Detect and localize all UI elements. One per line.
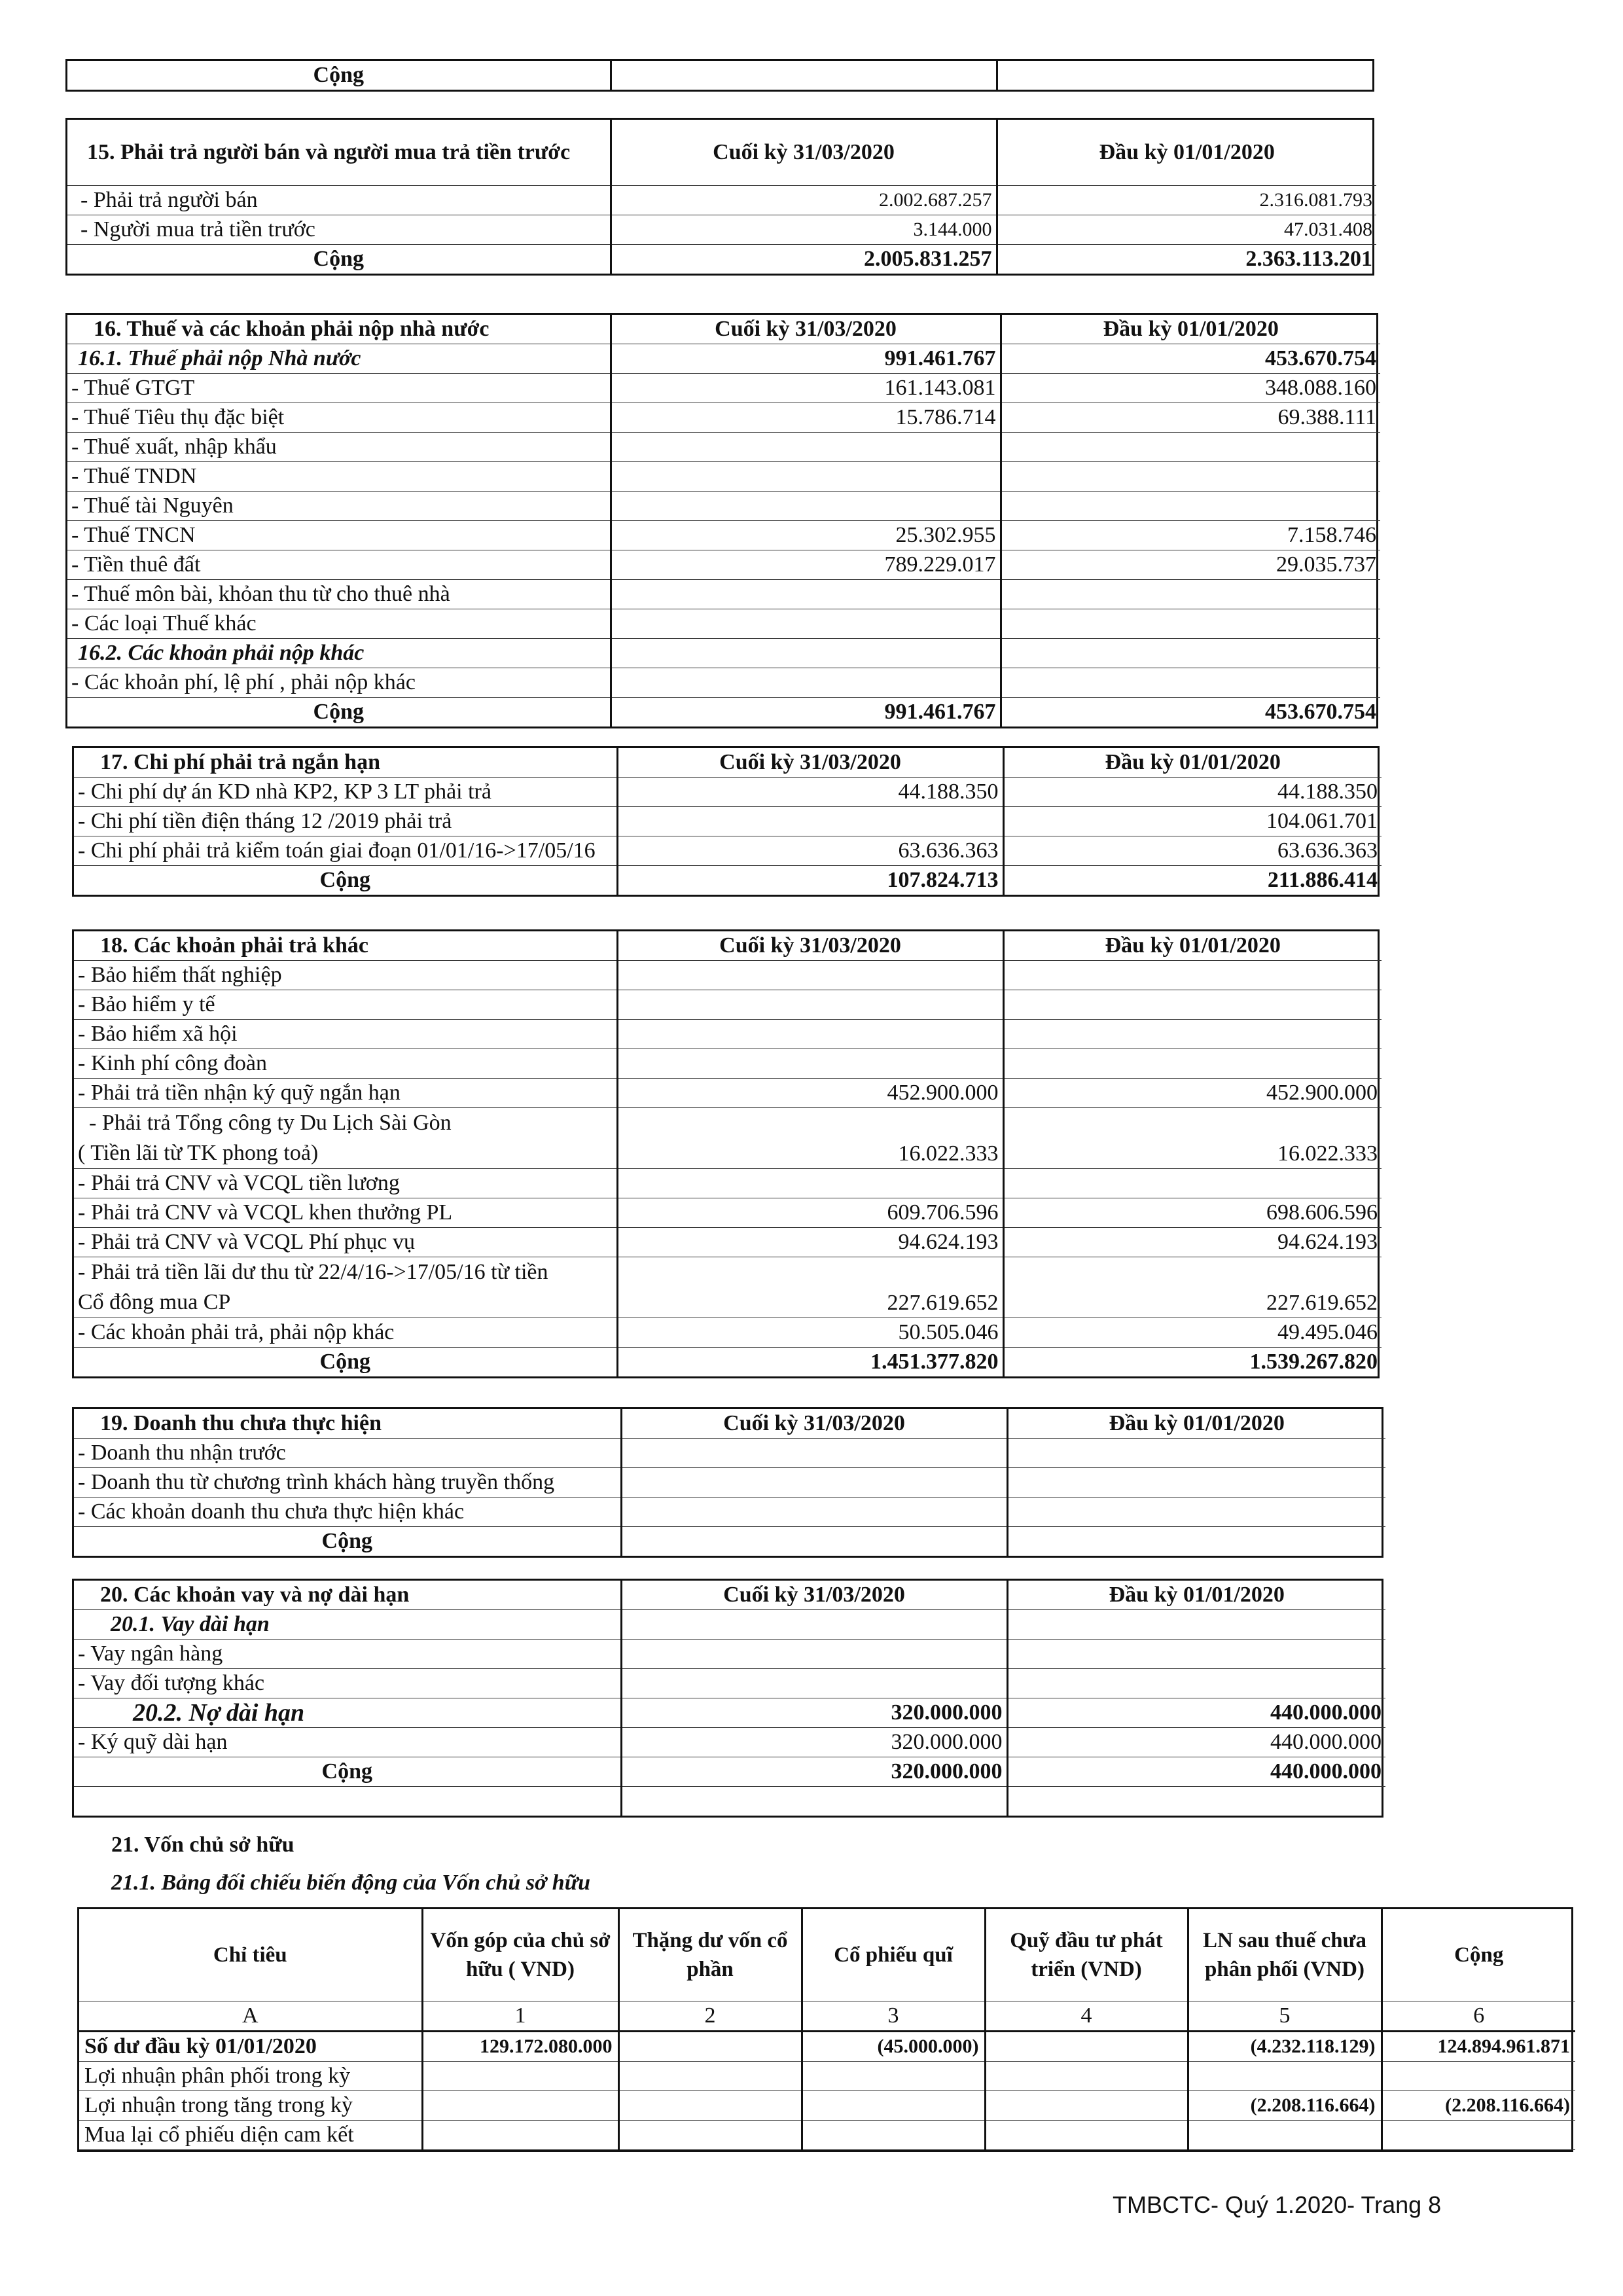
row-label: - Phải trả người bán: [67, 186, 611, 215]
row-value: [621, 1669, 1007, 1698]
total-label: Cộng: [319, 1350, 370, 1374]
table-20: [72, 1579, 1383, 1818]
row-label: - Chi phí phải trả kiểm toán giai đoạn 01/01/16->17/05/16: [74, 836, 617, 866]
row-value: [611, 580, 1001, 609]
row-value: 7.158.746: [1001, 521, 1380, 550]
row-value: 609.706.596: [617, 1198, 1003, 1228]
row-value: [1003, 1169, 1382, 1198]
row-value: 227.619.652: [1003, 1257, 1382, 1318]
col-header-end: Cuối kỳ 31/03/2020: [621, 1581, 1007, 1610]
row-value: [985, 2032, 1188, 2062]
col-header-end: Cuối kỳ 31/03/2020: [621, 1409, 1007, 1439]
row-label: - Phải trả CNV và VCQL khen thưởng PL: [74, 1198, 617, 1228]
row-value: 69.388.111: [1001, 403, 1380, 433]
row-value: [617, 1169, 1003, 1198]
row-label: - Bảo hiểm thất nghiệp: [74, 961, 617, 990]
table-14-tail: [65, 59, 1374, 92]
row-label: [74, 1108, 617, 1169]
row-label: - Chi phí tiền điện tháng 12 /2019 phải trả: [74, 807, 617, 836]
row-value: [1382, 2121, 1575, 2150]
section-title: 17. Chi phí phải trả ngắn hạn: [74, 748, 617, 778]
section-21-title: 21. Vốn chủ sở hữu: [111, 1833, 294, 1857]
col-index: 1: [422, 2001, 618, 2032]
row-value: (2.208.116.664): [1188, 2091, 1382, 2121]
row-label-line2: Cổ đông mua CP: [78, 1290, 231, 1314]
row-value: 94.624.193: [617, 1228, 1003, 1257]
row-value: [1007, 1669, 1385, 1698]
subsection-label: 20.1. Vay dài hạn: [74, 1610, 621, 1640]
row-value: [618, 2062, 802, 2091]
row-label: - Thuế GTGT: [67, 374, 611, 403]
row-value: 453.670.754: [1001, 344, 1380, 374]
row-label-line1: - Phải trả tiền lãi dư thu từ 22/4/16->17/05/16 từ tiền: [78, 1260, 548, 1284]
row-value: 50.505.046: [617, 1318, 1003, 1348]
row-value: 47.031.408: [997, 215, 1376, 245]
col-header: Thặng dư vốn cổ phần: [618, 1909, 802, 2001]
row-value: [802, 2062, 985, 2091]
row-value: [1001, 462, 1380, 492]
row-label: - Vay ngân hàng: [74, 1640, 621, 1669]
col-index: 5: [1188, 2001, 1382, 2032]
col-header: Vốn góp của chủ sở hữu ( VND): [422, 1909, 618, 2001]
row-label-line2: ( Tiền lãi từ TK phong toả): [78, 1141, 319, 1165]
row-value: [617, 961, 1003, 990]
row-value: [1007, 1640, 1385, 1669]
row-label: - Phải trả CNV và VCQL Phí phục vụ: [74, 1228, 617, 1257]
row-value: [1007, 1439, 1385, 1468]
row-label: - Doanh thu từ chương trình khách hàng truyền thống: [74, 1468, 621, 1498]
row-value: 452.900.000: [1003, 1079, 1382, 1108]
total-value: 440.000.000: [1007, 1757, 1385, 1787]
row-value: [621, 1439, 1007, 1468]
row-value: 320.000.000: [621, 1728, 1007, 1757]
col-header: Chỉ tiêu: [79, 1909, 422, 2001]
row-value: [422, 2091, 618, 2121]
row-label: Số dư đầu kỳ 01/01/2020: [79, 2032, 422, 2062]
total-label: Cộng: [74, 1757, 621, 1787]
row-value: 29.035.737: [1001, 550, 1380, 580]
section-title: 15. Phải trả người bán và người mua trả tiền trước: [67, 120, 611, 186]
row-value: [1001, 492, 1380, 521]
row-value: [1003, 1020, 1382, 1049]
row-value: 129.172.080.000: [422, 2032, 618, 2062]
row-value: 15.786.714: [611, 403, 1001, 433]
row-label: - Phải trả tiền nhận ký quỹ ngắn hạn: [74, 1079, 617, 1108]
row-label: - Bảo hiểm y tế: [74, 990, 617, 1020]
row-value: [618, 2121, 802, 2150]
row-value: [1003, 961, 1382, 990]
row-label: - Các khoản doanh thu chưa thực hiện khác: [74, 1498, 621, 1527]
col-index: 6: [1382, 2001, 1575, 2032]
row-value: 440.000.000: [1007, 1728, 1385, 1757]
col-index: 3: [802, 2001, 985, 2032]
row-value: [1001, 580, 1380, 609]
row-value: [422, 2121, 618, 2150]
table-19: [72, 1407, 1383, 1558]
row-value: [802, 2121, 985, 2150]
row-value: [617, 807, 1003, 836]
row-label: - Ký quỹ dài hạn: [74, 1728, 621, 1757]
row-label: - Phải trả CNV và VCQL tiền lương: [74, 1169, 617, 1198]
row-value: 16.022.333: [1003, 1108, 1382, 1169]
row-label: - Người mua trả tiền trước: [67, 215, 611, 245]
table-17: [72, 746, 1380, 897]
row-value: 104.061.701: [1003, 807, 1382, 836]
row-value: 452.900.000: [617, 1079, 1003, 1108]
row-label: - Tiền thuê đất: [67, 550, 611, 580]
row-label: - Kinh phí công đoàn: [74, 1049, 617, 1079]
row-value: [1001, 609, 1380, 639]
row-value: [611, 668, 1001, 698]
subsection-label: 16.1. Thuế phải nộp Nhà nước: [67, 344, 611, 374]
subsection-label: 16.2. Các khoản phải nộp khác: [67, 639, 611, 668]
row-value: [1001, 668, 1380, 698]
section-21-subtitle: 21.1. Bảng đối chiếu biến động của Vốn chủ sở hữu: [111, 1871, 590, 1895]
row-label: - Thuế xuất, nhập khẩu: [67, 433, 611, 462]
col-header: Cộng: [1382, 1909, 1575, 2001]
row-value: 320.000.000: [621, 1698, 1007, 1728]
col-header: Quỹ đầu tư phát triển (VND): [985, 1909, 1188, 2001]
row-value: 3.144.000: [611, 215, 997, 245]
total-value: 2.005.831.257: [611, 245, 997, 274]
row-value: [621, 1640, 1007, 1669]
row-value: 63.636.363: [1003, 836, 1382, 866]
row-value: [802, 2091, 985, 2121]
row-value: (2.208.116.664): [1382, 2091, 1575, 2121]
col-header-start: Đầu kỳ 01/01/2020: [997, 120, 1376, 186]
total-label: Cộng: [313, 247, 364, 271]
row-value: 348.088.160: [1001, 374, 1380, 403]
section-title: 19. Doanh thu chưa thực hiện: [74, 1409, 621, 1439]
row-label: - Các khoản phí, lệ phí , phải nộp khác: [67, 668, 611, 698]
row-value: 49.495.046: [1003, 1318, 1382, 1348]
row-value: [621, 1498, 1007, 1527]
total-label: Cộng: [313, 700, 364, 724]
row-value: [611, 609, 1001, 639]
equity-table: [77, 1907, 1573, 2152]
col-index: 4: [985, 2001, 1188, 2032]
row-value: [1382, 2062, 1575, 2091]
row-value: [1188, 2062, 1382, 2091]
row-label: - Doanh thu nhận trước: [74, 1439, 621, 1468]
row-value: [618, 2091, 802, 2121]
row-value: [1007, 1498, 1385, 1527]
total-value: 1.539.267.820: [1003, 1348, 1382, 1377]
row-value: [617, 1020, 1003, 1049]
col-header-start: Đầu kỳ 01/01/2020: [1007, 1409, 1385, 1439]
row-label: - Các loại Thuế khác: [67, 609, 611, 639]
col-header: Cổ phiếu quĩ: [802, 1909, 985, 2001]
total-label: Cộng: [319, 868, 370, 892]
row-value: [611, 462, 1001, 492]
table-18: [72, 929, 1380, 1378]
row-label: - Bảo hiểm xã hội: [74, 1020, 617, 1049]
table-15: [65, 118, 1374, 276]
row-value: 698.606.596: [1003, 1198, 1382, 1228]
col-header-start: Đầu kỳ 01/01/2020: [1003, 931, 1382, 961]
row-value: [617, 1049, 1003, 1079]
col-header: LN sau thuế chưa phân phối (VND): [1188, 1909, 1382, 2001]
row-label: - Thuế môn bài, khỏan thu từ cho thuê nhà: [67, 580, 611, 609]
table-16: [65, 313, 1378, 728]
col-index: A: [79, 2001, 422, 2032]
col-index: 2: [618, 2001, 802, 2032]
row-value: [611, 492, 1001, 521]
total-value: 320.000.000: [621, 1757, 1007, 1787]
total-value: 107.824.713: [617, 866, 1003, 895]
row-value: [1001, 433, 1380, 462]
row-value: (45.000.000): [802, 2032, 985, 2062]
row-label: - Thuế tài Nguyên: [67, 492, 611, 521]
row-value: [1188, 2121, 1382, 2150]
total-value: 2.363.113.201: [997, 245, 1376, 274]
row-value: [618, 2032, 802, 2062]
row-value: [621, 1468, 1007, 1498]
row-value: 63.636.363: [617, 836, 1003, 866]
col-header-end: Cuối kỳ 31/03/2020: [611, 315, 1001, 344]
row-value: [1003, 1049, 1382, 1079]
section-title: 16. Thuế và các khoản phải nộp nhà nước: [67, 315, 611, 344]
row-label: Mua lại cổ phiếu diện cam kết: [79, 2121, 422, 2150]
total-value: 991.461.767: [611, 698, 1001, 727]
total-value: 1.451.377.820: [617, 1348, 1003, 1377]
row-value: 16.022.333: [617, 1108, 1003, 1169]
page-footer: TMBCTC- Quý 1.2020- Trang 8: [1113, 2191, 1442, 2218]
row-value: [985, 2091, 1188, 2121]
row-value: 124.894.961.871: [1382, 2032, 1575, 2062]
row-value: 227.619.652: [617, 1257, 1003, 1318]
row-value: [617, 990, 1003, 1020]
col-header-end: Cuối kỳ 31/03/2020: [617, 931, 1003, 961]
row-label: Lợi nhuận trong tăng trong kỳ: [79, 2091, 422, 2121]
col-header-end: Cuối kỳ 31/03/2020: [617, 748, 1003, 778]
total-value: 211.886.414: [1003, 866, 1382, 895]
subsection-label: 20.2. Nợ dài hạn: [74, 1698, 621, 1728]
row-value: [422, 2062, 618, 2091]
row-label: - Thuế TNDN: [67, 462, 611, 492]
row-label: - Các khoản phải trả, phải nộp khác: [74, 1318, 617, 1348]
row-value: 991.461.767: [611, 344, 1001, 374]
row-value: (4.232.118.129): [1188, 2032, 1382, 2062]
col-header-start: Đầu kỳ 01/01/2020: [1007, 1581, 1385, 1610]
total-value: [1007, 1527, 1385, 1556]
col-header-end: Cuối kỳ 31/03/2020: [611, 120, 997, 186]
total-label: Cộng: [321, 1529, 372, 1553]
row-label: - Thuế Tiêu thụ đặc biệt: [67, 403, 611, 433]
col-header-start: Đầu kỳ 01/01/2020: [1003, 748, 1382, 778]
row-value: [1007, 1468, 1385, 1498]
col-header-start: Đầu kỳ 01/01/2020: [1001, 315, 1380, 344]
total-value: [621, 1527, 1007, 1556]
row-label: - Vay đối tượng khác: [74, 1669, 621, 1698]
row-value: [985, 2121, 1188, 2150]
row-label: Lợi nhuận phân phối trong kỳ: [79, 2062, 422, 2091]
row-value: 161.143.081: [611, 374, 1001, 403]
row-value: 789.229.017: [611, 550, 1001, 580]
row-label: - Chi phí dự án KD nhà KP2, KP 3 LT phải trả: [74, 778, 617, 807]
row-value: 25.302.955: [611, 521, 1001, 550]
row-value: 44.188.350: [617, 778, 1003, 807]
row-label: [74, 1257, 617, 1318]
total-value: 453.670.754: [1001, 698, 1380, 727]
row-value: [611, 433, 1001, 462]
row-value: [1003, 990, 1382, 1020]
row-label: - Thuế TNCN: [67, 521, 611, 550]
row-value: 2.002.687.257: [611, 186, 997, 215]
row-value: 94.624.193: [1003, 1228, 1382, 1257]
row-label-line1: - Phải trả Tổng công ty Du Lịch Sài Gòn: [78, 1111, 452, 1135]
row-value: [985, 2062, 1188, 2091]
total-label: Cộng: [313, 63, 364, 87]
row-value: 2.316.081.793: [997, 186, 1376, 215]
section-title: 20. Các khoản vay và nợ dài hạn: [74, 1581, 621, 1610]
row-value: 44.188.350: [1003, 778, 1382, 807]
row-value: 440.000.000: [1007, 1698, 1385, 1728]
section-title: 18. Các khoản phải trả khác: [74, 931, 617, 961]
